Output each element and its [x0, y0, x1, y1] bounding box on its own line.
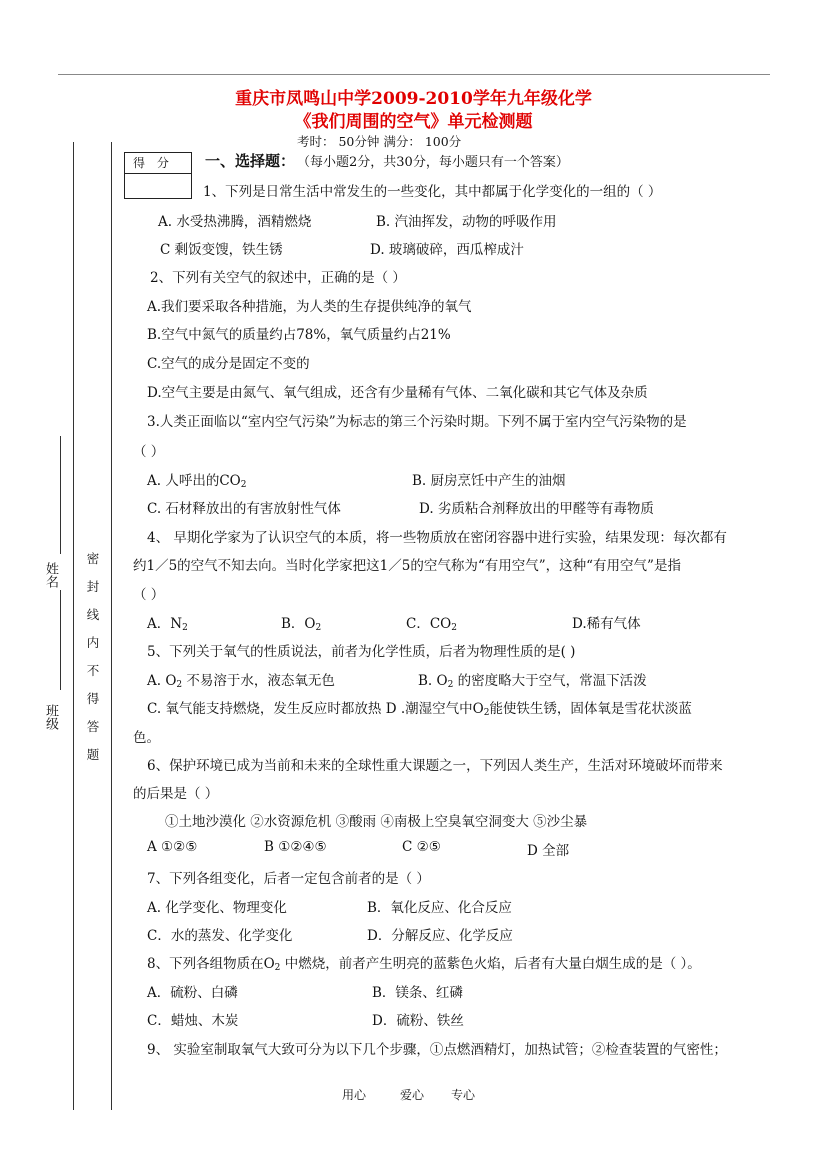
q8-option-b: B．镁条、红磷	[372, 985, 463, 1001]
q7-option-c: C．水的蒸发、化学变化	[147, 928, 293, 944]
footer-text-3: 专心	[451, 1088, 476, 1102]
page-title: 重庆市凤鸣山中学2009-2010学年九年级化学	[235, 89, 592, 109]
q3-option-a: A. 人呼出的$CO_2$	[147, 473, 247, 490]
footer-text-1: 用心	[342, 1088, 367, 1102]
q1-option-b: B. 汽油挥发，动物的呼吸作用	[376, 214, 557, 230]
q3-option-c: C. 石材释放出的有害放射性气体	[147, 501, 341, 517]
q7-option-b: B．氧化反应、化合反应	[367, 900, 512, 916]
class-label: 班级	[43, 704, 58, 730]
question-2: 2、下列有关空气的叙述中，正确的是（ ）	[150, 270, 406, 286]
q3-option-d: D. 劣质粘合剂释放出的甲醛等有毒物质	[419, 501, 654, 517]
score-input[interactable]	[125, 174, 191, 198]
score-box	[124, 152, 192, 199]
question-5: 5、下列关于氧气的性质说法，前者为化学性质，后者为物理性质的是( )	[147, 644, 576, 660]
q5-option-d-cont: 色。	[133, 730, 160, 746]
score-label: 得 分	[125, 153, 191, 174]
question-6: 6、保护环境已成为当前和未来的全球性重大课题之一，下列因人类生产，生活对环境破坏而带来	[147, 758, 723, 774]
q6-option-b: B ①②④⑤	[264, 839, 327, 855]
question-3: 3.人类正面临以“室内空气污染”为标志的第三个污染时期。下列不属于室内空气污染物的是	[147, 414, 687, 430]
page-subtitle: 《我们周围的空气》单元检测题	[294, 112, 533, 132]
margin-line-inner	[111, 142, 112, 1110]
q2-option-a: A.我们要采取各种措施，为人类的生存提供纯净的氧气	[147, 299, 472, 315]
q8-option-c: C．蜡烛、木炭	[147, 1013, 239, 1029]
top-rule	[58, 74, 770, 75]
question-6-cont: 的后果是（ ）	[133, 786, 219, 802]
q4-option-c: C．$CO_2$	[406, 616, 457, 633]
q1-option-c: C 剩饭变馊，铁生锈	[160, 242, 283, 258]
q7-option-a: A. 化学变化、物理变化	[147, 900, 287, 916]
q7-option-d: D．分解反应、化学反应	[367, 928, 513, 944]
q5-option-b: B. $O_2$ 的密度略大于空气，常温下活泼	[418, 673, 647, 690]
section-heading: 一、选择题：	[205, 152, 296, 170]
q4-option-a: A．$N_2$	[147, 616, 188, 633]
q1-option-d: D. 玻璃破碎，西瓜榨成汁	[370, 242, 524, 258]
q4-answer-blank: （ ）	[133, 587, 165, 603]
q3-option-b: B. 厨房烹饪中产生的油烟	[412, 473, 566, 489]
question-4-cont: 约1／5的空气不知去向。当时化学家把这1／5的空气称为“有用空气”，这种“有用空气”是指	[133, 558, 681, 574]
question-8: 8、下列各组物质在$O_2$ 中燃烧，前者产生明亮的蓝紫色火焰，后者有大量白烟生成的是（ ）。	[147, 956, 701, 973]
name-field-underline	[60, 436, 61, 554]
q4-option-d: D.稀有气体	[572, 616, 641, 632]
margin-line-outer	[73, 142, 74, 1110]
q6-items: ①土地沙漠化 ②水资源危机 ③酸雨 ④南极上空臭氧空洞变大 ⑤沙尘暴	[165, 814, 588, 830]
q2-option-d: D.空气主要是由氮气、氧气组成，还含有少量稀有气体、二氧化碳和其它气体及杂质	[147, 385, 648, 401]
q2-option-c: C.空气的成分是固定不变的	[147, 356, 310, 372]
q8-option-a: A．硫粉、白磷	[147, 985, 238, 1001]
q5-option-a: A. $O_2$ 不易溶于水，液态氧无色	[147, 673, 335, 690]
q1-option-a: A. 水受热沸腾，酒精燃烧	[158, 214, 312, 230]
name-label: 姓名	[43, 562, 58, 588]
seal-line-notice: 密 封 线 内 不 得 答 题	[86, 551, 100, 762]
question-1: 1、下列是日常生活中常发生的一些变化，其中都属于化学变化的一组的（ ）	[203, 184, 662, 200]
class-field-underline	[60, 590, 61, 690]
exam-info: 考时： 50分钟 满分： 100分	[297, 134, 462, 149]
question-7: 7、下列各组变化，后者一定包含前者的是（ ）	[147, 871, 430, 887]
q2-option-b: B.空气中氮气的质量约占78%，氧气质量约占21%	[147, 327, 451, 343]
question-9: 9、 实验室制取氧气大致可分为以下几个步骤，①点燃酒精灯，加热试管；②检查装置的气密性；	[147, 1042, 727, 1058]
q6-option-d: D 全部	[527, 843, 570, 859]
question-4: 4、 早期化学家为了认识空气的本质，将一些物质放在密闭容器中进行实验，结果发现：每次都有	[147, 530, 727, 546]
q6-option-a: A ①②⑤	[147, 839, 198, 855]
q4-option-b: B．$O_2$	[281, 616, 322, 633]
footer-text-2: 爱心	[400, 1088, 425, 1102]
section-instructions: （每小题2分，共30分，每小题只有一个答案）	[297, 155, 569, 170]
q5-option-c-d: C. 氧气能支持燃烧，发生反应时都放热 D .潮湿空气中$O_2$能使铁生锈，固体氧是雪花状淡蓝	[147, 701, 692, 718]
q3-answer-blank: （ ）	[133, 444, 165, 460]
q6-option-c: C ②⑤	[402, 839, 441, 855]
q8-option-d: D．硫粉、铁丝	[372, 1013, 464, 1029]
